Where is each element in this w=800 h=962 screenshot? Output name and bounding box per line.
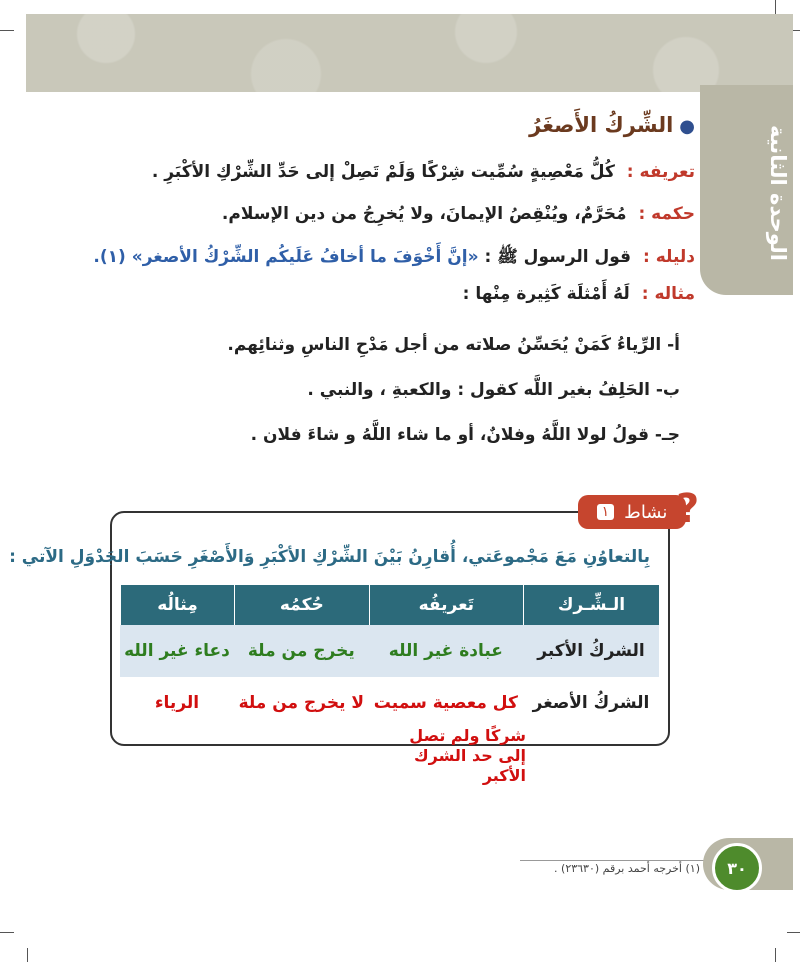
example-item: جـ- قولُ لولا اللَّهُ وفلانٌ، أو ما شاء اللَّهُ و شاءَ فلان . — [250, 425, 680, 445]
crop-mark — [775, 0, 776, 14]
header-shirk: الـشِّـرك — [523, 585, 659, 625]
examples-label: مثاله : — [641, 284, 695, 304]
definition-label: تعريفه : — [626, 162, 695, 182]
answer-definition[interactable]: عبادة غير الله — [369, 625, 523, 677]
page-number: ٣٠ — [712, 843, 762, 893]
answer-definition[interactable]: كل معصية سميت — [369, 677, 523, 729]
evidence-label: دليله : — [642, 247, 695, 267]
evidence-quote: «إنَّ أَخْوَفَ ما أخافُ عَلَيكُم الشِّرْكُ الأصغر» (١). — [93, 247, 479, 267]
activity-instruction: بِالتعاوُنِ مَعَ مَجْموعَتي، أُقارِنُ بَيْنَ الشِّرْكِ الأكْبَرِ وَالأَصْغَرِ حَسَبَ الجَدْوَلِ الآتي : — [9, 547, 650, 567]
activity-tag — [578, 495, 686, 529]
unit-title: الوحدة الثانية — [766, 125, 790, 261]
example-item: أ- الرِّياءُ كَمَنْ يُحَسِّنُ صلاته من أجل مَدْحِ الناسِ وثنائِهم. — [227, 335, 680, 355]
header-definition: تَعريفُه — [369, 585, 523, 625]
section-title-text: الشِّركُ الأَصغَرُ — [529, 113, 674, 137]
bullet-icon: ● — [679, 116, 695, 137]
table-row — [120, 625, 659, 677]
row-type: الشركُ الأصغر — [523, 677, 659, 729]
activity-label: نشاط — [624, 501, 668, 523]
answer-ruling[interactable]: لا يخرج من ملة — [234, 677, 369, 729]
activity-number: ١ — [597, 504, 615, 520]
ruling-line — [222, 204, 695, 224]
example-item: ب- الحَلِفُ بغير اللَّه كقول : والكعبةِ ، والنبي . — [307, 380, 680, 400]
comparison-table — [120, 585, 659, 729]
crop-mark — [0, 30, 14, 31]
ruling-text: مُحَرَّمٌ، ويُنْقِصُ الإيمانَ، ولا يُخرِجُ من دين الإسلام. — [221, 204, 627, 224]
row-type: الشركُ الأكبر — [523, 625, 659, 677]
ruling-label: حكمه : — [638, 204, 695, 224]
answer-overflow-note: شركًا ولم تصل إلى حد الشرك الأكبر — [409, 726, 526, 785]
answer-example[interactable]: الرياء — [120, 677, 234, 729]
examples-intro: لَهُ أَمْثلَة كَثِيرة مِنْها : — [462, 284, 630, 304]
crop-mark — [775, 948, 776, 962]
crop-mark — [0, 932, 14, 933]
examples-line — [463, 284, 695, 304]
crop-mark — [27, 948, 28, 962]
evidence-line — [93, 246, 695, 271]
answer-example[interactable]: دعاء غير الله — [120, 625, 234, 677]
crop-mark — [787, 932, 800, 933]
header-ruling: حُكمُه — [234, 585, 369, 625]
table-header-row — [120, 585, 659, 625]
footnote: (١) أخرجه أحمد برقم (٢٣٦٣٠) . — [554, 862, 700, 875]
header-example: مِثالُه — [120, 585, 234, 625]
table-row — [120, 677, 659, 729]
answer-ruling[interactable]: يخرج من ملة — [234, 625, 369, 677]
definition-line — [152, 162, 695, 182]
section-title — [529, 113, 695, 137]
footnote-divider — [520, 860, 710, 861]
definition-text: كُلُّ مَعْصِيةٍ سُمِّيت شِرْكًا وَلَمْ تَصِلْ إلى حَدِّ الشِّرْكِ الأكْبَرِ . — [151, 162, 615, 182]
question-mark-icon: ? — [676, 486, 700, 532]
header-banner — [26, 14, 793, 92]
evidence-intro: قول الرسول ﷺ : — [484, 247, 632, 267]
